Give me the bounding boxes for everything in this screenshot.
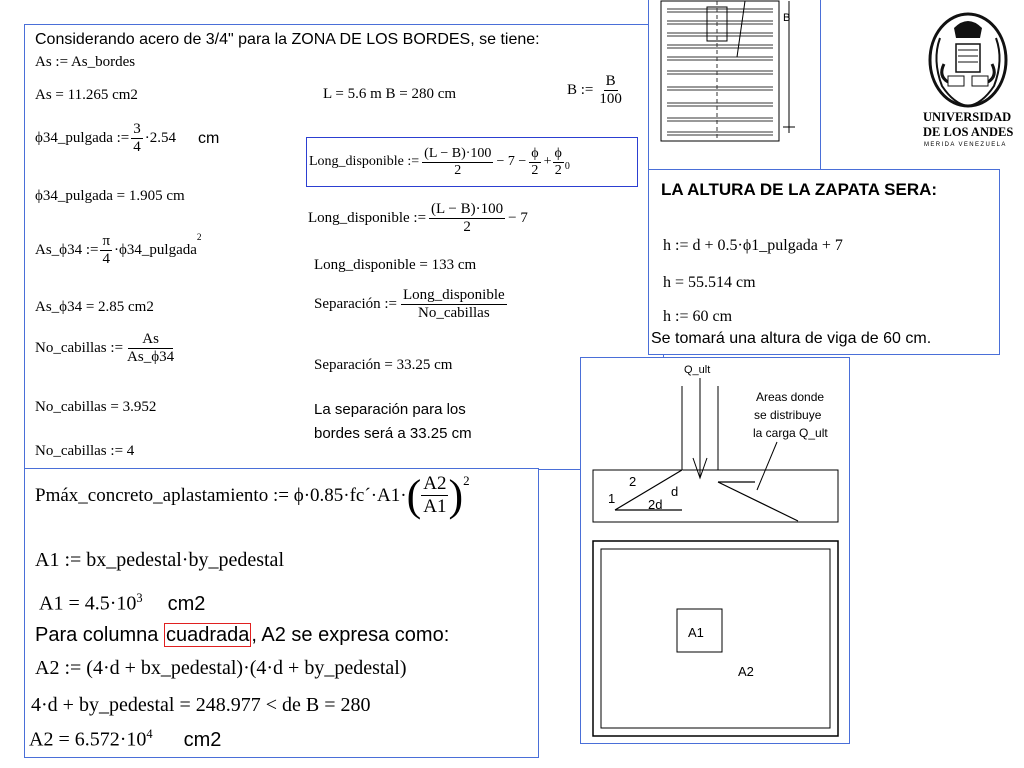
altura-title: LA ALTURA DE LA ZAPATA SERA:	[661, 180, 938, 199]
load-distribution-drawing	[581, 358, 849, 743]
slope-label-d: d	[671, 484, 679, 499]
university-crest	[918, 8, 1018, 108]
long-disponible-full: Long_disponible := $\frac{(L - B)\cdot 100}{2}$ − 7 − $\frac{\phi}{2}$ + $\frac{\phi}{2}$ 0	[306, 137, 638, 187]
separacion-definition: Separación := $\frac{\text{Long\_disponible}}{\text{No\_cabillas}}$	[314, 287, 505, 321]
areas-label-2: se distribuye	[754, 408, 822, 422]
as-value: As = 11.265 cm2	[35, 87, 138, 103]
a1-value: $A1 = 4.5\cdot 10^3$ cm2	[39, 591, 206, 615]
altura-zapata-panel	[648, 169, 1000, 355]
pmax-formula: Pmáx_concreto_aplastamiento := ϕ·0.85·fc´·A1· ( $\frac{A2}{A1}$ ) $^2$	[35, 470, 470, 520]
h-rounded: h := 60 cm	[663, 308, 733, 325]
phi-definition: ϕ34_pulgada := $\frac{3}{4}$ ·2.54 cm	[35, 121, 220, 155]
h-value: h = 55.514 cm	[663, 274, 756, 291]
cuadrada-highlight: cuadrada	[165, 624, 250, 646]
rebar-plan-drawing	[649, 0, 820, 169]
h-definition: h := d + 0.5·ϕ1_pulgada + 7	[663, 237, 843, 254]
long-disponible-simplified: Long_disponible := $\frac{(L - B)\cdot 100}{2}$ − 7	[308, 201, 528, 235]
areas-label-1: Areas donde	[756, 390, 825, 404]
as-definition: As := As_bordes	[35, 54, 136, 70]
separacion-note-line2: bordes será a 33.25 cm	[314, 425, 472, 442]
rebar-plan-panel	[648, 0, 821, 170]
logo-line3: MERIDA VENEZUELA	[924, 142, 1007, 148]
columna-text: Para columna cuadrada , A2 se expresa como:	[35, 624, 450, 646]
altura-note: Se tomará una altura de viga de 60 cm.	[651, 330, 932, 347]
a1-definition: A1 := bx_pedestal·by_pedestal	[35, 549, 284, 571]
logo-line2: DE LOS ANDES	[923, 125, 1014, 139]
phi-value: ϕ34_pulgada = 1.905 cm	[35, 188, 185, 204]
slope-label-2: 2	[629, 474, 637, 489]
a2-area-label: A2	[738, 664, 754, 679]
rebar-lines	[661, 1, 795, 141]
section-header: Considerando acero de 3/4" para la ZONA DE LOS BORDES, se tiene:	[35, 31, 540, 48]
separacion-note-line1: La separación para los	[314, 401, 466, 418]
logo-line1: UNIVERSIDAD	[923, 110, 1012, 124]
plan-view	[593, 541, 838, 736]
dimensions: L = 5.6 m B = 280 cm	[323, 86, 457, 102]
areas-label-3: la carga Q_ult	[753, 426, 828, 440]
main-calc-panel	[24, 24, 664, 470]
long-disponible-value: Long_disponible = 133 cm	[314, 257, 477, 273]
separacion-value: Separación = 33.25 cm	[314, 357, 453, 373]
a2-definition: A2 := (4·d + bx_pedestal)·(4·d + by_pedestal)	[35, 657, 407, 679]
slope-label-2d: 2d	[648, 497, 663, 512]
a1-area-label: A1	[688, 625, 704, 640]
no-cabillas-value: No_cabillas = 3.952	[35, 399, 157, 415]
no-cabillas-rounded: No_cabillas := 4	[35, 443, 135, 459]
q-ult-label: Q_ult	[684, 364, 711, 376]
university-logo	[918, 8, 1018, 156]
b-condition: 4·d + by_pedestal = 248.977 < de B = 280	[31, 694, 371, 716]
as-phi-value: As_ϕ34 = 2.85 cm2	[35, 299, 154, 315]
b-dimension-label: B	[783, 12, 791, 24]
b-conversion: B := $\frac{B}{100}$	[567, 73, 622, 107]
a2-value: $A2 = 6.572\cdot 10^4$ cm2	[29, 727, 222, 751]
aplastamiento-panel	[24, 468, 539, 758]
as-phi-definition: As_ϕ34 := $\frac{\pi}{4}$ ·ϕ34_pulgada $^2$	[35, 233, 202, 267]
no-cabillas-definition: No_cabillas := $\frac{As}{As\_\phi 34}$	[35, 331, 175, 365]
slope-label-1: 1	[608, 491, 616, 506]
load-distribution-panel	[580, 357, 850, 744]
